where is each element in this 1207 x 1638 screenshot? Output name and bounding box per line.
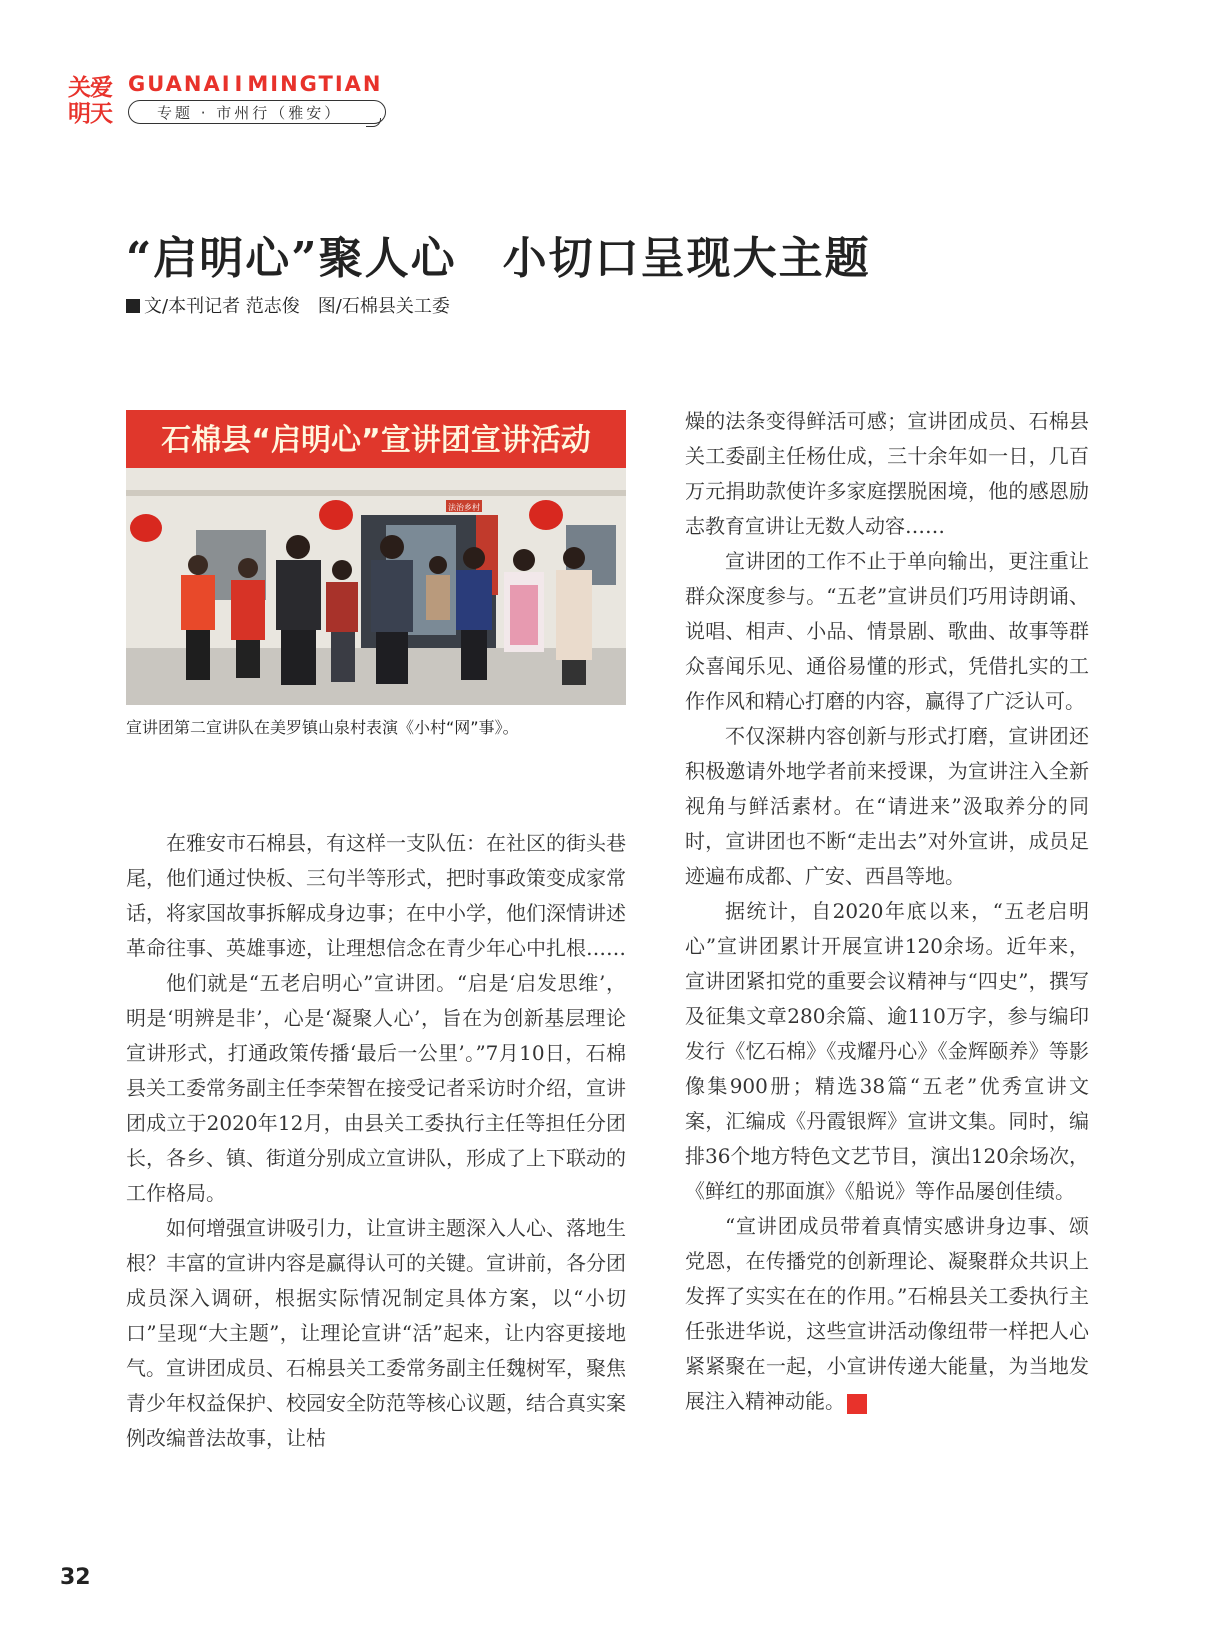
brand-en-left: GUANAI	[128, 72, 232, 96]
end-mark-icon: 关	[847, 1394, 867, 1414]
byline-square-icon	[126, 299, 140, 313]
paragraph: 宣讲团的工作不止于单向输出，更注重让群众深度参与。“五老”宣讲员们巧用诗朗诵、说唱、相声、小品、情景剧、歌曲、故事等群众喜闻乐见、通俗易懂的形式，凭借扎实的工作作风和精心打磨的内容，赢得了广泛认可。	[685, 549, 1089, 713]
paragraph: 他们就是“五老启明心”宣讲团。“启是‘启发思维’，明是‘明辨是非’，心是‘凝聚人心’，旨在为创新基层理论宣讲形式，打通政策传播‘最后一公里’。”7月10日，石棉县关工委常务副主任李荣智在接受记者采访时介绍，宣讲团成立于2020年12月，由县关工委执行主任等担任分团长，各乡、镇、街道分别成立宣讲队，形成了上下联动的工作格局。	[126, 971, 626, 1205]
paragraph-continuation: 燥的法条变得鲜活可感；宣讲团成员、石棉县关工委副主任杨仕成，三十余年如一日，几百万元捐助款使许多家庭摆脱困境，他的感恩励志教育宣讲让无数人动容……	[685, 409, 1089, 538]
section-label-text: 专题 · 市州行（雅安）	[157, 104, 343, 122]
article-photo	[126, 410, 626, 705]
byline-text: 文/本刊记者 范志俊 图/石棉县关工委	[144, 296, 450, 317]
last-paragraph-text: “宣讲团成员带着真情实感讲身边事、颂党恩，在传播党的创新理论、凝聚群众共识上发挥了实实在在的作用。”石棉县关工委执行主任张进华说，这些宣讲活动像纽带一样把人心紧紧聚在一起，小宣讲传递大能量，为当地发展注入精神动能。	[685, 1214, 1089, 1413]
logo-line-1: 关爱	[68, 75, 112, 101]
photo-sign-text: 法治乡村	[448, 503, 480, 512]
article-body-right	[685, 404, 1089, 1419]
section-label	[128, 100, 386, 124]
logo-line-2: 明天	[68, 101, 112, 127]
section-label-tail	[366, 118, 381, 127]
brand-english	[128, 72, 383, 96]
photo-banner-text: 石棉县“启明心”宣讲团宣讲活动	[161, 423, 591, 458]
article-body-left	[126, 826, 626, 1456]
brand-en-separator: I	[234, 72, 245, 96]
page-number: 32	[60, 1565, 91, 1590]
paragraph: 不仅深耕内容创新与形式打磨，宣讲团还积极邀请外地学者前来授课，为宣讲注入全新视角与鲜活素材。在“请进来”汲取养分的同时，宣讲团也不断“走出去”对外宣讲，成员足迹遍布成都、广安、西昌等地。	[685, 724, 1089, 888]
brand-en-right: MINGTIAN	[247, 72, 383, 96]
article-title: “启明心”聚人心 小切口呈现大主题	[126, 233, 871, 284]
paragraph: 如何增强宣讲吸引力，让宣讲主题深入人心、落地生根？丰富的宣讲内容是赢得认可的关键。宣讲前，各分团成员深入调研，根据实际情况制定具体方案，以“小切口”呈现“大主题”，让理论宣讲“活”起来，让内容更接地气。宣讲团成员、石棉县关工委常务副主任魏树军，聚焦青少年权益保护、校园安全防范等核心议题，结合真实案例改编普法故事，让枯	[126, 1216, 626, 1450]
magazine-logo	[68, 74, 116, 134]
paragraph-last	[685, 1209, 1089, 1419]
photo-illustration	[126, 410, 626, 705]
paragraph: 据统计，自2020年底以来，“五老启明心”宣讲团累计开展宣讲120余场。近年来，宣讲团紧扣党的重要会议精神与“四史”，撰写及征集文章280余篇、逾110万字，参与编印发行《忆石棉》《戎耀丹心》《金辉颐养》等影像集900册；精选38篇“五老”优秀宣讲文案，汇编成《丹霞银辉》宣讲文集。同时，编排36个地方特色文艺节目，演出120余场次，《鲜红的那面旗》《船说》等作品屡创佳绩。	[685, 899, 1089, 1203]
article-byline	[126, 292, 450, 318]
paragraph: 在雅安市石棉县，有这样一支队伍：在社区的街头巷尾，他们通过快板、三句半等形式，把时事政策变成家常话，将家国故事拆解成身边事；在中小学，他们深情讲述革命往事、英雄事迹，让理想信念在青少年心中扎根……	[126, 831, 626, 960]
photo-caption: 宣讲团第二宣讲队在美罗镇山泉村表演《小村“网”事》。	[126, 718, 519, 737]
